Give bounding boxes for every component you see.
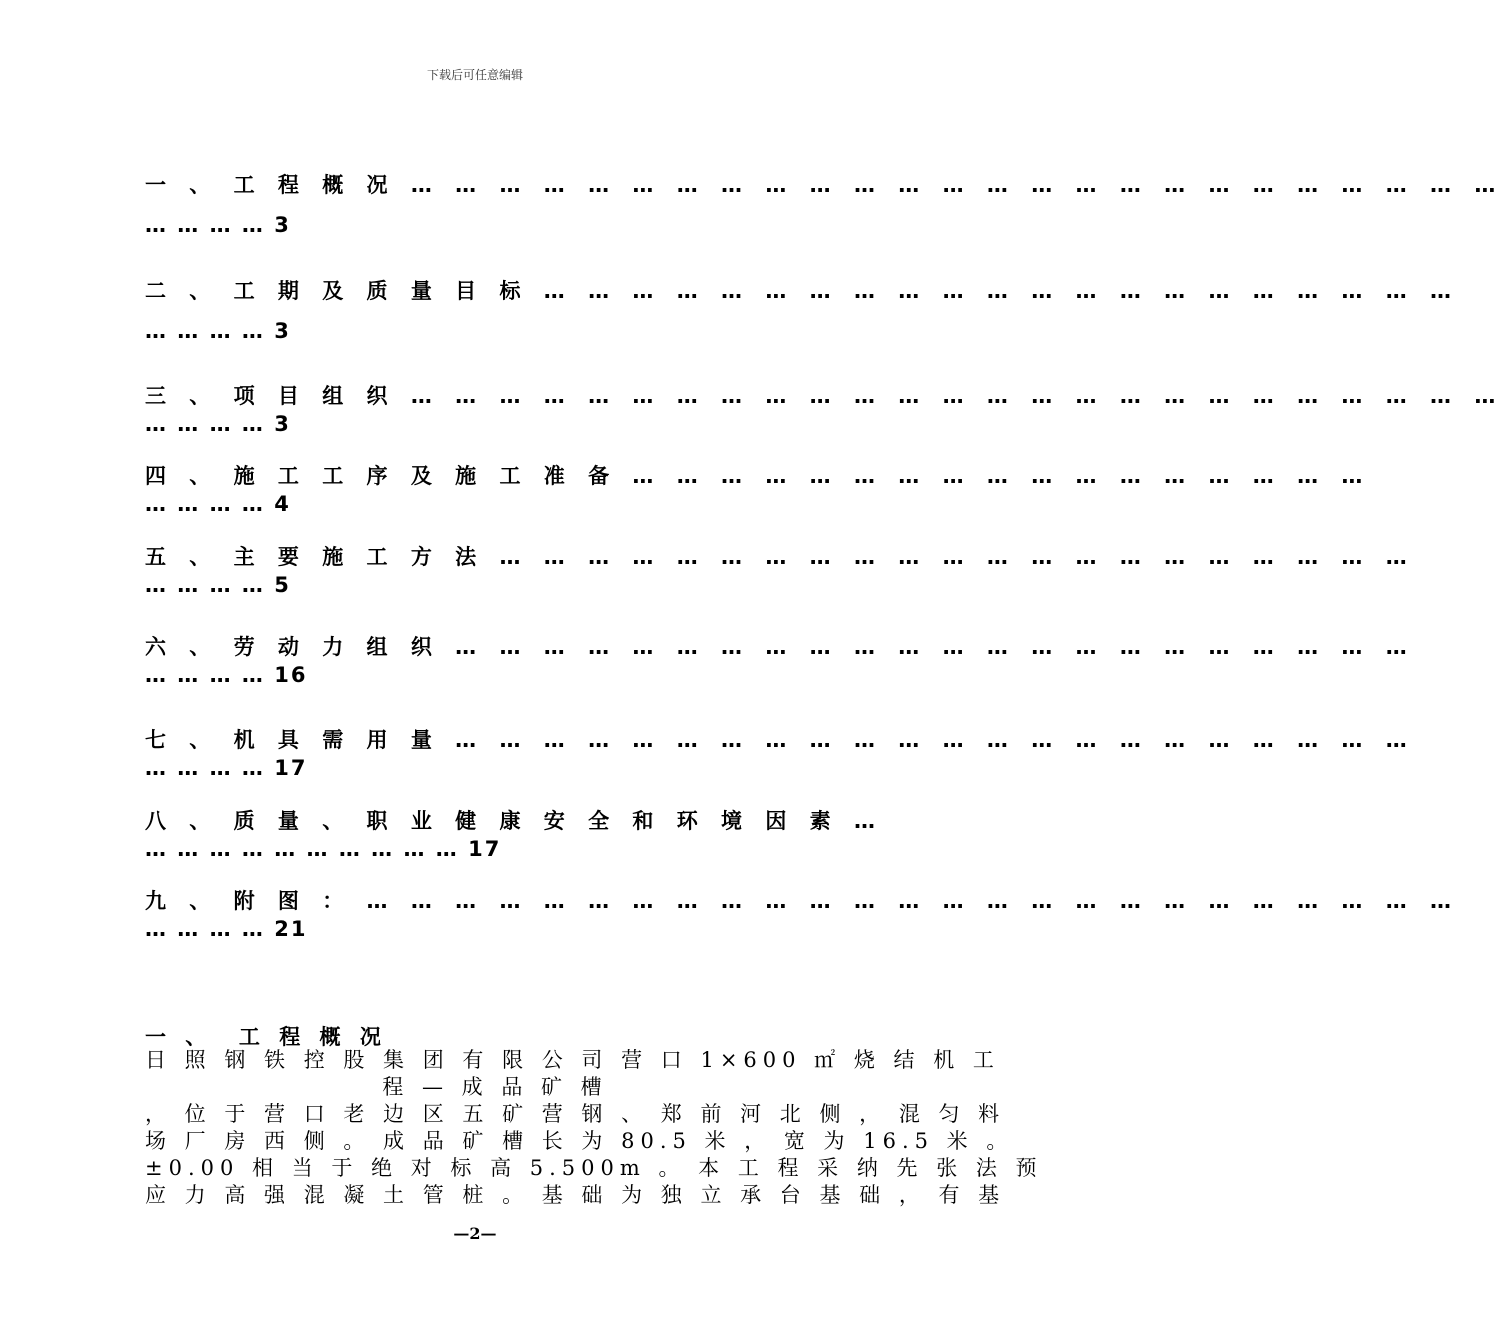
toc-entry-3[interactable] xyxy=(145,384,1503,436)
toc-page-line: … … … … 3 xyxy=(145,412,291,436)
toc-entry-8[interactable] xyxy=(145,809,883,861)
toc-entry-2[interactable] xyxy=(145,279,1460,343)
toc-title: 九 、 附 图 ： … … … … … … … … … … … … … … … … … … … … … … … … … xyxy=(145,889,1460,913)
toc-page-line: … … … … … … … … … … 17 xyxy=(145,837,502,861)
toc-page-line: … … … … 16 xyxy=(145,663,308,687)
toc-title: 三 、 项 目 组 织 … … … … … … … … … … … … … … … … … … … … … … … … … xyxy=(145,384,1503,408)
toc-entry-9[interactable] xyxy=(145,889,1460,941)
section-body xyxy=(145,1047,1043,1209)
body-line: 程 — 成 品 矿 槽 xyxy=(382,1075,608,1099)
toc-entry-5[interactable] xyxy=(145,545,1415,597)
body-line: 日 照 钢 铁 控 股 集 团 有 限 公 司 营 口 1×600 ㎡ 烧 结 机 工 xyxy=(145,1048,1000,1072)
toc-page-line: … … … … 3 xyxy=(145,319,291,343)
page-number: —2— xyxy=(453,1224,497,1243)
toc-entry-7[interactable] xyxy=(145,728,1415,780)
body-line: 场 厂 房 西 侧 。 成 品 矿 槽 长 为 80.5 米 ， 宽 为 16.5 米 。 xyxy=(145,1129,1014,1153)
toc-page-line: … … … … 17 xyxy=(145,756,308,780)
toc-title: 四 、 施 工 工 序 及 施 工 准 备 … … … … … … … … … … … … … … … … … xyxy=(145,464,1371,488)
toc-page-line: … … … … 21 xyxy=(145,917,308,941)
toc-title: 五 、 主 要 施 工 方 法 … … … … … … … … … … … … … … … … … … … … … xyxy=(145,545,1415,569)
body-line: ±0.00 相 当 于 绝 对 标 高 5.500m 。 本 工 程 采 纳 先 张 法 预 xyxy=(145,1156,1043,1180)
toc-title: 二 、 工 期 及 质 量 目 标 … … … … … … … … … … … … … … … … … … … … … xyxy=(145,279,1460,303)
toc-title: 八 、 质 量 、 职 业 健 康 安 全 和 环 境 因 素 … xyxy=(145,809,883,833)
toc-entry-4[interactable] xyxy=(145,464,1371,516)
toc-title: 七 、 机 具 需 用 量 … … … … … … … … … … … … … … … … … … … … … … xyxy=(145,728,1415,752)
body-line: 应 力 高 强 混 凝 土 管 桩 。 基 础 为 独 立 承 台 基 础 ， 有 基 xyxy=(145,1183,1006,1207)
toc-entry-1[interactable] xyxy=(145,173,1503,237)
section-heading: 一 、 工 程 概 况 xyxy=(145,1025,387,1049)
body-line: ， 位 于 营 口 老 边 区 五 矿 营 钢 、 郑 前 河 北 侧 ， 混 匀 料 xyxy=(145,1102,1006,1126)
header-note: 下载后可任意编辑 xyxy=(426,68,523,82)
toc-page-line: … … … … 5 xyxy=(145,573,291,597)
toc-entry-6[interactable] xyxy=(145,635,1415,687)
toc-page-line: … … … … 3 xyxy=(145,213,291,237)
toc-title: 六 、 劳 动 力 组 织 … … … … … … … … … … … … … … … … … … … … … … xyxy=(145,635,1415,659)
toc-page-line: … … … … 4 xyxy=(145,492,291,516)
toc-title: 一 、 工 程 概 况 … … … … … … … … … … … … … … … … … … … … … … … … … xyxy=(145,173,1503,197)
